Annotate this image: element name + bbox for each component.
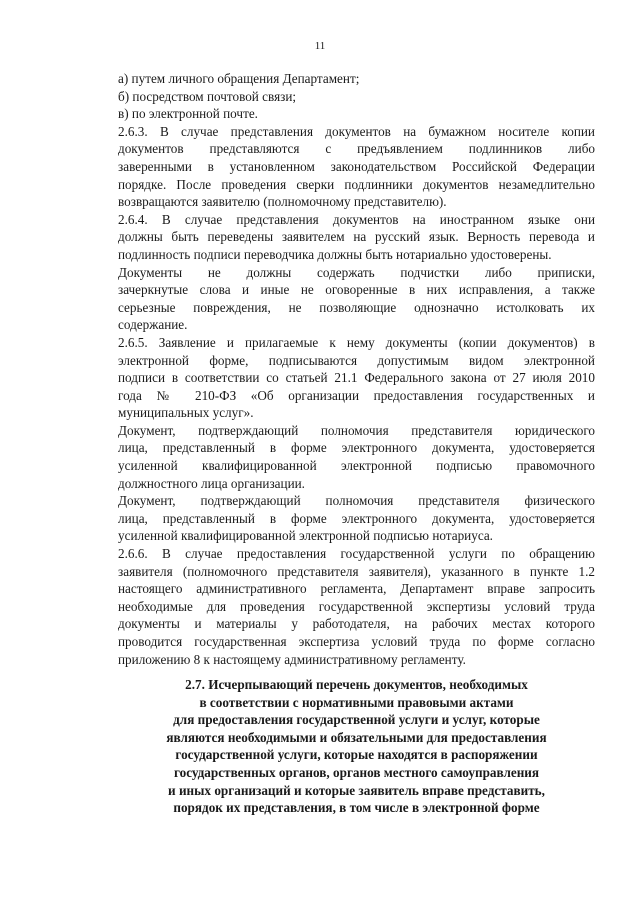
text-line: должны быть переведены заявителем на русский язык. Верность перевода и <box>118 229 595 245</box>
text-line: б) посредством почтовой связи; <box>118 88 297 104</box>
text-line: необходимые для проведения государственной экспертизы условий труда <box>118 598 595 614</box>
text-line: должностного лица организации. <box>118 475 305 491</box>
page-number: 11 <box>314 40 326 52</box>
text-line: подлинность подписи переводчика должны быть нотариально удостоверены. <box>118 246 552 262</box>
section-heading <box>118 676 595 817</box>
text-line: а) путем личного обращения Департамент; <box>118 71 360 86</box>
text-line: Документ, подтверждающий полномочия представителя юридического <box>118 422 595 438</box>
text-line: усиленной квалифицированной электронной подписью правомочного <box>118 458 595 474</box>
heading-line: порядок их представления, в том числе в электронной форме <box>173 800 540 816</box>
text-line: настоящего административного регламента, Департамент вправе запросить <box>118 581 595 597</box>
text-line: Документ, подтверждающий полномочия представителя физического <box>118 493 595 509</box>
text-line: зачеркнутые слова и иные не оговоренные в них исправления, а также <box>118 282 595 298</box>
text-line: приложению 8 к настоящему административному регламенту. <box>118 651 466 667</box>
text-line: усиленной квалифицированной электронной подписью нотариуса. <box>118 528 493 544</box>
body-text <box>118 70 595 668</box>
text-line: лица, представленный в форме электронного документа, удостоверяется <box>118 510 595 526</box>
text-line: электронной форме, подписываются допустимым видом электронной <box>118 352 595 368</box>
text-line: проводится государственная экспертиза условий труда по форме согласно <box>118 634 595 649</box>
text-line: заявителя (полномочного представителя заявителя), указанного в пункте 1.2 <box>118 563 595 579</box>
text-line: документов представляются с предъявлением подлинников либо <box>118 141 595 157</box>
heading-line: государственных органов, органов местного самоуправления <box>173 764 540 780</box>
text-line: года № 210-ФЗ «Об организации предоставления государственных и <box>118 387 595 403</box>
text-line: заверенными в установленном законодательством Российской Федерации <box>118 158 595 174</box>
text-line: 2.6.6. В случае предоставления государственной услуги по обращению <box>118 546 595 562</box>
text-line: 2.6.4. В случае представления документов на иностранном языке они <box>118 211 595 227</box>
heading-line: и иных организаций и которые заявитель вправе представить, <box>168 782 545 798</box>
text-line: серьезные повреждения, не позволяющие однозначно истолковать их <box>118 299 595 315</box>
text-line: в) по электронной почте. <box>118 106 258 122</box>
heading-line: являются необходимыми и обязательными для предоставления <box>166 729 547 745</box>
heading-line: 2.7. Исчерпывающий перечень документов, необходимых <box>185 677 528 692</box>
text-line: документы и материалы у работодателя, на рабочих местах которого <box>118 616 595 632</box>
text-line: муниципальных услуг». <box>118 405 254 421</box>
heading-line: в соответствии с нормативными правовыми актами <box>199 694 514 710</box>
text-line: возвращаются заявителю (полномочному представителю). <box>118 194 447 210</box>
text-line: лица, представленный в форме электронного документа, удостоверяется <box>118 440 595 456</box>
text-line: 2.6.5. Заявление и прилагаемые к нему документы (копии документов) в <box>118 334 595 350</box>
text-line: порядке. После проведения сверки подлинники документов незамедлительно <box>118 176 595 192</box>
heading-line: государственной услуги, которые находятся в распоряжении <box>175 747 538 763</box>
heading-line: для предоставления государственной услуги и услуг, которые <box>173 712 540 728</box>
text-line: содержание. <box>118 317 188 333</box>
text-line: подписи в соответствии со статьей 21.1 Федерального закона от 27 июля 2010 <box>118 370 595 386</box>
text-line: 2.6.3. В случае представления документов на бумажном носителе копии <box>118 123 595 139</box>
text-line: Документы не должны содержать подчистки либо приписки, <box>118 264 595 280</box>
